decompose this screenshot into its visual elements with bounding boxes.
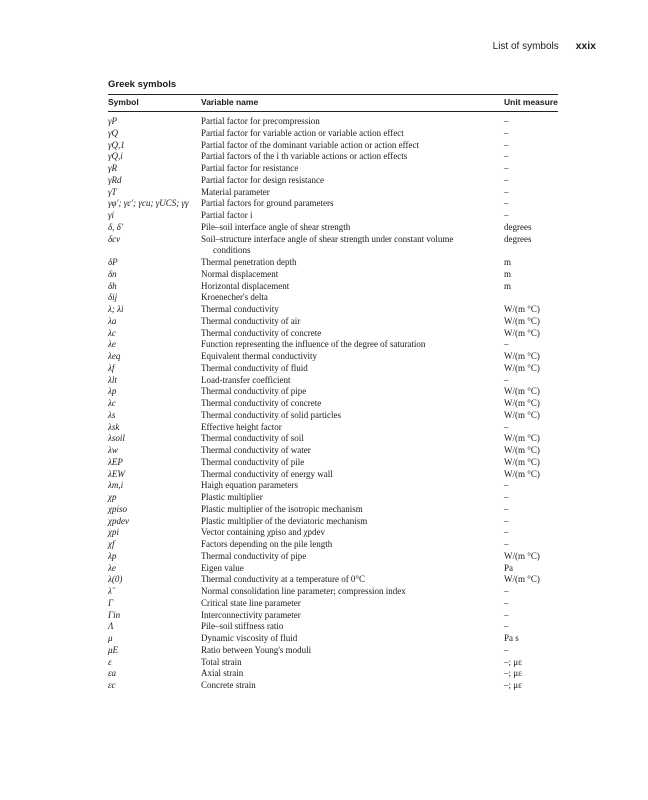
variable-name-cell [201,422,504,434]
variable-name-text: Ratio between Young's moduli [201,644,312,655]
unit-cell: –; με [504,680,522,690]
symbol-cell: λ; λi [108,304,124,314]
unit-cell: degrees [504,221,532,232]
table-row [108,386,558,398]
table-row [108,539,558,551]
table-row [108,527,558,539]
variable-name-text: Partial factor for resistance [201,163,299,173]
symbol-cell: λw [108,445,118,455]
variable-name-cell [201,469,504,481]
variable-name-text: Partial factor of the dominant variable action or action effect [201,139,419,150]
unit-cell: W/(m °C) [504,433,540,444]
variable-name-text: Thermal conductivity of pile [201,456,305,467]
symbol-cell: λEP [108,456,123,467]
table-row [108,210,558,222]
running-head [493,40,596,52]
variable-name-cell [201,163,504,175]
table-row [108,621,558,633]
variable-name-cell [201,128,504,140]
table-row [108,504,558,516]
symbol-cell: χpiso [108,503,127,514]
symbol-cell: Λ [108,621,114,632]
unit-cell: – [504,139,509,150]
section-title: Greek symbols [108,79,177,90]
symbol-cell: λc [108,327,116,338]
unit-cell: W/(m °C) [504,409,540,420]
symbol-cell: ε [108,656,112,667]
column-header-symbol: Symbol [108,97,139,107]
variable-name-text: Vector containing χpiso and χpdev [201,527,325,538]
symbol-cell: λs [108,409,116,420]
symbol-cell: γQ [108,127,119,138]
variable-name-cell [201,621,504,633]
symbol-cell: λp [108,550,117,561]
table-row [108,363,558,375]
variable-name-cell [201,574,504,586]
variable-name-cell [201,610,504,622]
table-row [108,680,558,692]
variable-name-text: Equivalent thermal conductivity [201,351,317,361]
table-row [108,351,558,363]
symbol-cell: λe [108,562,116,573]
variable-name-text: Pile–soil interface angle of shear strength [201,221,351,232]
variable-name-cell [201,198,504,210]
symbol-cell: λm,i [108,480,124,491]
table-row [108,422,558,434]
variable-name-text: Eigen value [201,562,244,573]
unit-cell: – [504,621,509,632]
symbol-cell: λsoil [108,433,125,444]
unit-cell: –; με [504,656,522,667]
unit-cell: – [504,116,509,126]
unit-cell: – [504,163,509,173]
unit-cell: W/(m °C) [504,445,540,455]
column-header-variable-name: Variable name [201,97,259,107]
unit-cell: Pa s [504,633,519,643]
variable-name-text: Thermal conductivity of fluid [201,362,308,373]
variable-name-cell [201,433,504,445]
variable-name-text: Partial factor i [201,210,253,220]
symbol-cell: γφ'; γc'; γcu; γUCS; γγ [108,198,189,209]
variable-name-text: Concrete strain [201,680,256,690]
variable-name-text: Normal consolidation line parameter; compression index [201,586,406,596]
variable-name-text: Thermal conductivity of concrete [201,327,322,338]
unit-cell [504,292,558,304]
variable-name-cell [201,292,504,304]
variable-name-cell [201,445,504,457]
unit-cell: – [504,586,509,596]
symbol-cell: χpi [108,527,119,538]
variable-name-cell [201,680,504,692]
symbol-cell: λe [108,339,116,350]
variable-name-text: Thermal conductivity [201,304,279,314]
table-row [108,375,558,387]
variable-name-text: Thermal conductivity of water [201,445,311,455]
variable-name-cell [201,598,504,610]
running-head-title: List of symbols [492,41,559,52]
table-row [108,398,558,410]
unit-cell: – [504,127,509,138]
symbol-cell: γRd [108,174,122,185]
symbol-cell: λlt [108,374,117,385]
variable-name-text: Thermal penetration depth [201,257,297,267]
unit-cell: – [504,374,509,385]
table-row [108,128,558,140]
variable-name-cell [201,116,504,128]
variable-name-cell [201,504,504,516]
variable-name-text: Thermal conductivity of soil [201,433,304,444]
variable-name-text: Normal displacement [201,268,279,279]
unit-cell: W/(m °C) [504,456,540,467]
variable-name-cell [201,328,504,340]
variable-name-cell [201,140,504,152]
symbol-cell: λf [108,362,115,373]
table-row [108,151,558,163]
table-row [108,116,558,128]
symbol-cell: λEW [108,468,125,479]
variable-name-text: Plastic multiplier of the isotropic mechanism [201,503,363,514]
symbol-cell: χf [108,539,115,549]
table-row [108,198,558,210]
variable-name-cell [201,151,504,163]
variable-name-cell [201,633,504,645]
variable-name-text: Thermal conductivity of pipe [201,386,307,397]
variable-name-text: Thermal conductivity of pipe [201,550,307,561]
table-row [108,516,558,528]
symbol-cell: Γ [108,597,114,608]
table-row [108,187,558,199]
table-row [108,645,558,657]
variable-name-cell [201,222,504,234]
table-row [108,292,558,304]
table-row [108,281,558,293]
variable-name-text: Axial strain [201,668,244,679]
unit-cell: – [504,480,509,491]
symbol-cell: γi [108,210,115,220]
table-row [108,304,558,316]
symbol-cell: χp [108,492,117,502]
variable-name-cell [201,175,504,187]
variable-name-continuation: conditions [213,245,251,256]
unit-cell: Pa [504,562,513,573]
unit-cell: – [504,151,509,162]
variable-name-text: Critical state line parameter [201,597,301,608]
variable-name-text: Dynamic viscosity of fluid [201,633,298,643]
variable-name-cell [201,668,504,680]
table-row [108,492,558,504]
symbol-cell: δ, δ' [108,221,123,232]
variable-name-cell [201,339,504,351]
variable-name-text: Pile–soil stiffness ratio [201,621,284,632]
page-number: xxix [575,40,596,52]
table-row [108,339,558,351]
symbol-cell: δh [108,280,117,291]
variable-name-text: Thermal conductivity of solid particles [201,409,341,420]
variable-name-cell [201,257,504,269]
unit-cell: – [504,421,509,432]
table-row [108,410,558,422]
unit-cell: m [504,257,512,267]
table-row [108,551,558,563]
variable-name-cell [201,563,504,575]
table-row [108,269,558,281]
table-row [108,668,558,680]
variable-name-cell [201,269,504,281]
variable-name-text: Total strain [201,656,242,667]
unit-cell: W/(m °C) [504,398,540,408]
variable-name-text: Plastic multiplier [201,492,263,502]
table-row [108,610,558,622]
variable-name-text: Factors depending on the pile length [201,539,333,549]
symbol-cell: γQ,i [108,151,123,162]
variable-name-text: Partial factor for variable action or variable action effect [201,127,404,138]
unit-cell: m [504,268,512,279]
variable-name-text: Load-transfer coefficient [201,374,291,385]
symbol-cell: Γin [108,609,121,620]
variable-name-cell [201,586,504,598]
table-row [108,586,558,598]
variable-name-cell [201,480,504,492]
table-row [108,457,558,469]
variable-name-cell [201,645,504,657]
table-row [108,598,558,610]
variable-name-cell [201,304,504,316]
variable-name-text: Function representing the influence of the degree of saturation [201,339,426,350]
unit-cell: – [504,503,509,514]
table-row [108,175,558,187]
variable-name-cell [201,316,504,328]
variable-name-cell [201,351,504,363]
variable-name-cell [201,551,504,563]
table-top-rule [108,94,558,95]
variable-name-cell [201,187,504,199]
symbol-cell: δij [108,292,118,303]
unit-cell: – [504,527,509,538]
table-row [108,445,558,457]
variable-name-text: Effective height factor [201,421,282,432]
unit-cell: W/(m °C) [504,315,540,326]
table-row [108,657,558,669]
unit-cell: W/(m °C) [504,550,540,561]
symbol-cell: γR [108,163,118,173]
unit-cell: – [504,597,509,608]
unit-cell: W/(m °C) [504,386,540,397]
symbol-cell: γQ,1 [108,139,125,150]
unit-cell: – [504,198,509,209]
unit-cell: – [504,174,509,185]
table-row [108,222,558,234]
table-row [108,257,558,269]
variable-name-cell [201,398,504,410]
symbol-cell: δP [108,257,118,267]
symbol-cell: γT [108,186,117,197]
unit-cell: – [504,492,509,502]
symbol-cell: λa [108,315,117,326]
unit-cell: – [504,539,509,549]
variable-name-text: Kroenecher's delta [201,292,268,303]
unit-cell: – [504,644,509,655]
variable-name-text: Thermal conductivity of air [201,315,301,326]
variable-name-text: Horizontal displacement [201,280,290,291]
variable-name-cell [201,516,504,528]
variable-name-text: Partial factors for ground parameters [201,198,334,209]
variable-name-cell [201,210,504,222]
table-row [108,316,558,328]
unit-cell: W/(m °C) [504,351,540,361]
variable-name-cell [201,234,504,258]
unit-cell: –; με [504,668,522,679]
unit-cell: W/(m °C) [504,574,540,585]
variable-name-cell [201,527,504,539]
table-row [108,234,558,258]
unit-cell: – [504,609,509,620]
variable-name-cell [201,386,504,398]
table-row [108,328,558,340]
unit-cell: W/(m °C) [504,362,540,373]
variable-name-text: Partial factor for precompression [201,116,320,126]
table-header-rule [108,111,558,112]
unit-cell: – [504,210,509,220]
symbols-table-body [108,116,558,692]
symbol-cell: λp [108,386,117,397]
variable-name-text: Soil–structure interface angle of shear strength under constant volume [201,233,454,244]
variable-name-cell [201,539,504,551]
unit-cell: m [504,280,512,291]
symbol-cell: εc [108,680,116,690]
unit-cell: W/(m °C) [504,327,540,338]
variable-name-text: Thermal conductivity at a temperature of 0°C [201,574,366,585]
variable-name-text: Plastic multiplier of the deviatoric mechanism [201,515,368,526]
table-row [108,140,558,152]
variable-name-cell [201,375,504,387]
symbol-cell: γP [108,116,118,126]
column-header-unit-measure: Unit measure [504,97,558,107]
table-row [108,163,558,175]
table-row [108,480,558,492]
table-row [108,469,558,481]
variable-name-cell [201,410,504,422]
symbol-cell: δcv [108,233,121,244]
unit-cell: – [504,515,509,526]
variable-name-cell [201,492,504,504]
table-row [108,563,558,575]
symbol-cell: χpdev [108,515,129,526]
variable-name-text: Haigh equation parameters [201,480,298,491]
variable-name-text: Partial factor for design resistance [201,174,324,185]
unit-cell: W/(m °C) [504,468,540,479]
variable-name-text: Interconnectivity parameter [201,609,301,620]
symbol-cell: λ(0) [108,574,123,585]
table-row [108,633,558,645]
unit-cell: degrees [504,233,532,244]
variable-name-text: Partial factors of the i th variable actions or action effects [201,151,408,162]
unit-cell: W/(m °C) [504,304,540,314]
symbol-cell: λ̃ [108,586,112,596]
symbol-cell: λc [108,398,116,408]
variable-name-cell [201,457,504,469]
symbols-table [108,116,558,692]
table-row [108,433,558,445]
variable-name-cell [201,281,504,293]
symbol-cell: εa [108,668,117,679]
table-row [108,574,558,586]
variable-name-text: Thermal conductivity of concrete [201,398,322,408]
symbol-cell: μ [108,633,113,643]
symbol-cell: λeq [108,351,121,361]
variable-name-text: Thermal conductivity of energy wall [201,468,333,479]
symbol-cell: δn [108,268,117,279]
variable-name-cell [201,657,504,669]
unit-cell: – [504,186,509,197]
variable-name-text: Material parameter [201,186,270,197]
symbol-cell: λsk [108,421,120,432]
variable-name-cell [201,363,504,375]
symbol-cell: μE [108,644,119,655]
unit-cell: – [504,339,509,350]
